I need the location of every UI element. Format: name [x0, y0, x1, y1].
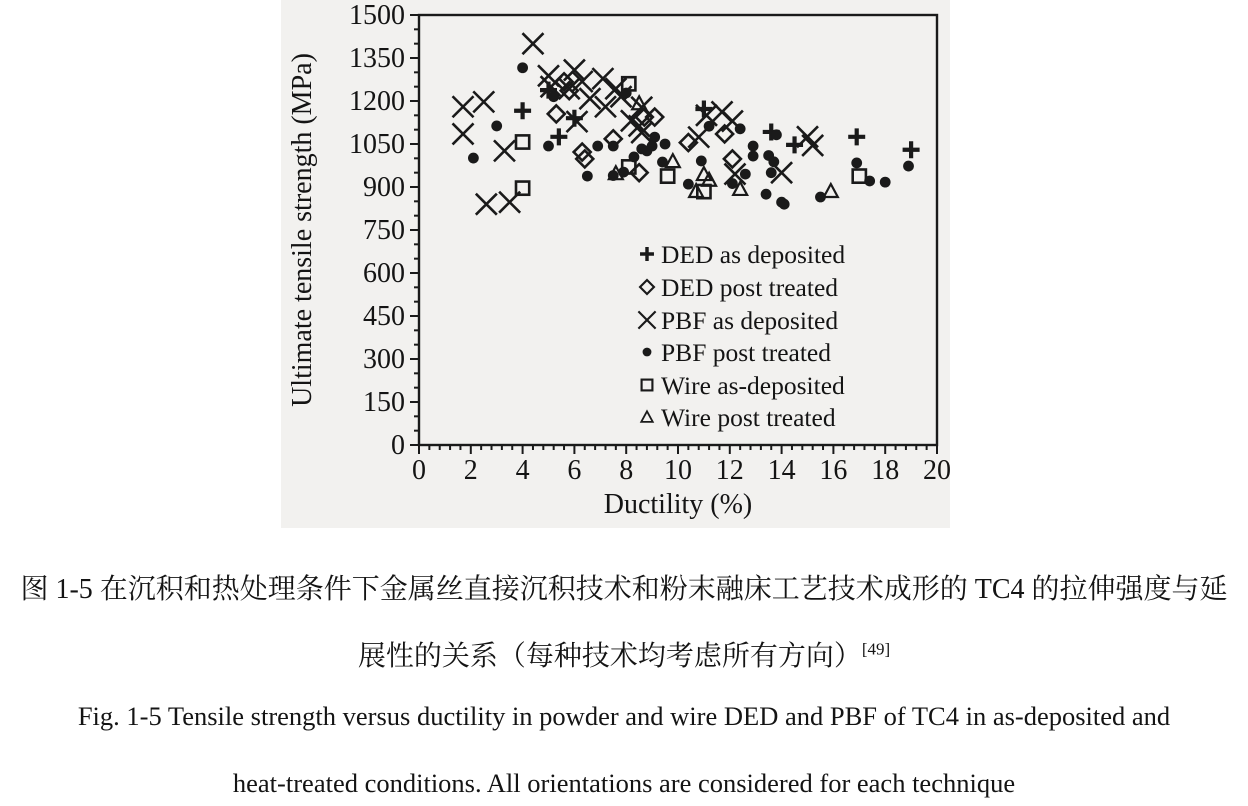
data-point-circle	[735, 123, 746, 134]
data-point-circle	[776, 197, 787, 208]
y-tick-label: 150	[363, 387, 405, 418]
data-point-circle	[748, 151, 759, 162]
x-tick-label: 8	[619, 455, 634, 486]
reference-superscript: [49]	[861, 639, 891, 659]
data-point-circle	[468, 153, 479, 164]
legend-item	[643, 348, 652, 357]
data-point-circle	[683, 179, 694, 190]
legend-label: DED post treated	[661, 273, 839, 302]
data-point-circle	[660, 139, 671, 150]
data-point-circle	[766, 167, 777, 178]
legend-label: PBF as deposited	[661, 306, 839, 335]
x-axis-title: Ductility (%)	[603, 489, 753, 520]
data-point-circle	[649, 132, 660, 143]
data-point-circle	[748, 141, 759, 152]
data-point-circle	[582, 171, 593, 182]
data-point-circle	[761, 189, 772, 200]
caption-zh-line2-text: 展性的关系（每种技术均考虑所有方向）	[357, 641, 862, 672]
data-point-circle	[696, 156, 707, 167]
data-point-circle	[517, 62, 528, 73]
legend-label: DED as deposited	[661, 240, 846, 269]
data-point-circle	[704, 121, 715, 132]
data-point-circle	[592, 141, 603, 152]
x-tick-label: 20	[923, 455, 951, 486]
data-point-circle	[771, 129, 782, 140]
x-tick-label: 12	[715, 455, 744, 486]
caption-zh-line2	[0, 634, 1248, 674]
data-point-circle	[851, 158, 862, 169]
data-point-circle	[608, 141, 619, 152]
x-tick-label: 0	[412, 455, 426, 486]
y-tick-label: 1350	[349, 43, 405, 74]
y-tick-label: 450	[363, 301, 405, 332]
y-tick-label: 1050	[349, 129, 405, 160]
x-tick-label: 6	[567, 455, 582, 486]
x-tick-label: 2	[463, 455, 478, 486]
x-tick-label: 16	[819, 455, 848, 486]
caption-zh-line1	[0, 567, 1248, 607]
y-tick-label: 1500	[349, 0, 405, 31]
y-tick-label: 0	[391, 430, 405, 461]
x-tick-label: 14	[767, 455, 796, 486]
data-point-circle	[880, 177, 891, 188]
y-tick-label: 300	[363, 344, 405, 375]
legend-label: PBF post treated	[661, 338, 831, 367]
data-point-circle	[491, 121, 502, 132]
x-tick-label: 4	[515, 455, 530, 486]
y-axis-title: Ultimate tensile strength (MPa)	[287, 53, 318, 407]
data-point-circle	[740, 169, 751, 180]
legend-label: Wire as-deposited	[661, 371, 845, 400]
data-point-circle	[543, 141, 554, 152]
caption-en-line1: Fig. 1-5 Tensile strength versus ductility in powder and wire DED and PBF of TC4 in as-deposited and	[77, 701, 1171, 731]
y-tick-label: 600	[363, 258, 405, 289]
data-point-circle	[903, 161, 914, 172]
x-tick-label: 10	[664, 455, 692, 486]
data-point-circle	[548, 91, 559, 102]
y-tick-label: 1200	[349, 86, 405, 117]
y-tick-label: 900	[363, 172, 405, 203]
caption-zh-line1-text: 图 1-5 在沉积和热处理条件下金属丝直接沉积技术和粉末融床工艺技术成形的 TC4 的拉伸强度与延	[20, 574, 1228, 605]
caption-en-line2: heat-treated conditions. All orientations are considered for each technique	[232, 768, 1016, 798]
data-point-circle	[768, 156, 779, 167]
x-tick-label: 18	[871, 455, 900, 486]
data-point-circle	[643, 348, 652, 357]
legend-label: Wire post treated	[661, 403, 836, 432]
y-tick-label: 750	[363, 215, 405, 246]
